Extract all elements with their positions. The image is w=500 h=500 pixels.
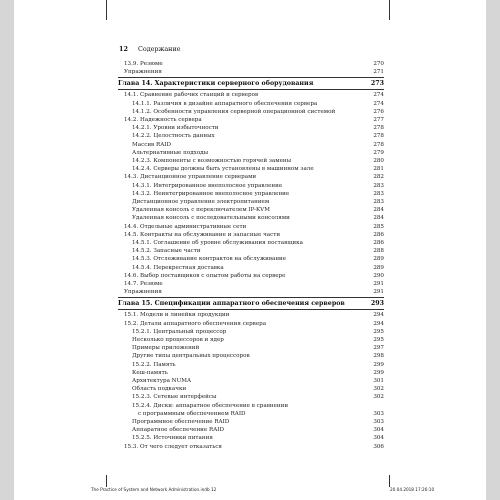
toc-entry-title: 15.2.4. Диски: аппаратное обеспечение в сравнении bbox=[132, 402, 289, 409]
toc-entry-title: Примеры приложений bbox=[132, 345, 200, 352]
toc-entry-page: 289 bbox=[373, 264, 384, 271]
toc-entry-page: 290 bbox=[373, 272, 384, 279]
toc-entry[interactable] bbox=[118, 426, 384, 434]
toc-entry-title: Программное обеспечение RAID bbox=[132, 419, 230, 425]
toc-entry-page: 295 bbox=[373, 337, 384, 343]
toc-entry-page: 278 bbox=[373, 141, 384, 148]
toc-entry-title: 13.9. Резюме bbox=[124, 61, 163, 67]
toc-entry-title: 14.5. Контракты на обслуживание и запасные части bbox=[124, 231, 281, 238]
toc-entry-title: 15.2. Детали аппаратного обеспечения сервера bbox=[124, 320, 267, 327]
toc-entry-page: 289 bbox=[373, 256, 384, 263]
toc-entry[interactable] bbox=[118, 385, 384, 393]
toc-entry[interactable] bbox=[118, 60, 384, 68]
toc-entry[interactable] bbox=[118, 402, 384, 410]
toc-chapter[interactable] bbox=[118, 299, 384, 309]
toc-entry-page: 281 bbox=[373, 166, 384, 173]
toc-entry-title: 14.5.4. Перекрестная доставка bbox=[132, 264, 224, 271]
toc-entry-title: 14.7. Резюме bbox=[124, 281, 163, 287]
toc-entry[interactable] bbox=[118, 165, 384, 173]
toc-entry-title: 14.1.1. Различия в дизайне аппаратного обеспечения сервера bbox=[132, 100, 318, 107]
toc-entry-title: 14.3. Дистанционное управление серверами bbox=[124, 174, 257, 181]
toc-entry[interactable] bbox=[118, 272, 384, 280]
toc-entry-title: Глава 15. Спецификации аппаратного обеспечения серверов bbox=[118, 300, 345, 308]
toc-entry-page: 294 bbox=[373, 312, 384, 319]
toc-entry-page: 274 bbox=[373, 100, 384, 107]
toc-entry-title: 14.1. Сравнение рабочих станций и серверов bbox=[124, 92, 259, 99]
toc-entry-page: 276 bbox=[373, 108, 384, 115]
toc-entry-page: 291 bbox=[373, 281, 384, 287]
toc-entry-title: 14.6. Выбор поставщиков с опытом работы на сервере bbox=[124, 272, 286, 279]
toc-entry-page: 302 bbox=[373, 386, 384, 393]
toc-entry-title: 14.2.2. Целостность данных bbox=[132, 133, 215, 140]
toc-entry[interactable] bbox=[118, 311, 384, 319]
toc-entry-title: 14.4. Отдельные административные сети bbox=[124, 223, 247, 230]
footer-date: 20.04.2018 17:26:10 bbox=[390, 487, 435, 492]
toc-entry-title: с программным обеспечением RAID bbox=[138, 410, 246, 417]
toc-entry-title: 14.3.1. Интегрированное внеполосное управление bbox=[132, 182, 283, 189]
toc-entry-page: 303 bbox=[373, 410, 384, 417]
toc-entry-page: 283 bbox=[373, 199, 384, 205]
toc-entry[interactable] bbox=[118, 132, 384, 140]
toc-entry-page: 278 bbox=[373, 125, 384, 132]
toc-entry-title: 14.1.2. Особенности управления серверной операционной системой bbox=[132, 108, 336, 115]
toc-entry[interactable] bbox=[118, 214, 384, 222]
toc-entry-page: 299 bbox=[373, 369, 384, 376]
footer-file: The Practice of System and Network Administration.indb 12 bbox=[91, 487, 217, 492]
toc-entry-page: 284 bbox=[373, 215, 384, 222]
chapter-rule bbox=[118, 89, 384, 90]
toc-entry[interactable] bbox=[118, 336, 384, 344]
toc-entry-page: 304 bbox=[373, 435, 384, 442]
toc-entry-page: 291 bbox=[373, 289, 384, 296]
toc-entry[interactable] bbox=[118, 393, 384, 401]
toc-entry-title: Упражнения bbox=[124, 289, 162, 296]
toc-entry[interactable] bbox=[118, 198, 384, 206]
toc-entry-title: 14.2.1. Уровни избыточности bbox=[132, 125, 219, 132]
toc-entry-title: Дистанционное управление электропитанием bbox=[132, 199, 270, 205]
toc-entry-page: 283 bbox=[373, 182, 384, 189]
toc-entry-page: 282 bbox=[373, 174, 384, 181]
toc-entry-title: 14.2.3. Компоненты с возможностью горячей замены bbox=[132, 158, 292, 164]
toc-entry-page: 273 bbox=[370, 80, 384, 88]
toc-entry-page: 295 bbox=[373, 328, 384, 335]
toc-entry[interactable] bbox=[118, 91, 384, 99]
toc-entry-page: 280 bbox=[373, 158, 384, 164]
toc-entry-page: 278 bbox=[373, 133, 384, 140]
toc-entry[interactable] bbox=[118, 434, 384, 442]
toc-entry-page: 277 bbox=[373, 117, 384, 123]
toc-entry-title: 14.5.1. Соглашение об уровне обслуживания поставщика bbox=[132, 240, 303, 246]
toc-entry-page: 284 bbox=[373, 207, 384, 214]
toc-entry-page: 274 bbox=[373, 92, 384, 99]
toc-entry-title: Аппаратное обеспечение RAID bbox=[132, 427, 224, 434]
toc-entry-page: 283 bbox=[373, 190, 384, 197]
toc-entry-title: 15.2.1. Центральный процессор bbox=[132, 328, 227, 335]
chapter-rule bbox=[118, 77, 384, 78]
toc-entry[interactable] bbox=[118, 206, 384, 214]
toc-entry-page: 286 bbox=[373, 231, 384, 238]
toc-entry[interactable] bbox=[118, 116, 384, 124]
page-number: 12 bbox=[119, 45, 128, 53]
toc-entry[interactable] bbox=[118, 443, 384, 451]
toc-entry-title: 15.2.3. Сетевые интерфейсы bbox=[132, 394, 217, 401]
toc-entry-page: 304 bbox=[373, 427, 384, 434]
toc-entry[interactable] bbox=[118, 369, 384, 377]
toc-chapter[interactable] bbox=[118, 79, 384, 89]
toc-entry[interactable] bbox=[118, 361, 384, 369]
toc-entry[interactable] bbox=[118, 344, 384, 352]
toc-entry-page: 286 bbox=[373, 240, 384, 246]
toc-entry-title: 14.3.2. Неинтегрированное внеполосное управление bbox=[132, 190, 290, 197]
chapter-rule bbox=[118, 297, 384, 298]
toc-entry-page: 279 bbox=[373, 149, 384, 156]
toc-entry-title: Глава 14. Характеристики серверного оборудования bbox=[118, 80, 314, 88]
toc-entry-title: Несколько процессоров и ядер bbox=[132, 337, 224, 343]
toc-entry[interactable] bbox=[118, 320, 384, 328]
toc-entry-title: Область подкачки bbox=[132, 386, 187, 393]
toc-entry[interactable] bbox=[118, 418, 384, 426]
toc-entry-title: 14.2. Надежность сервера bbox=[124, 117, 202, 123]
header-title: Содержание bbox=[137, 45, 181, 53]
toc-entry-title: Массив RAID bbox=[132, 141, 171, 148]
toc-entry-page: 298 bbox=[373, 353, 384, 360]
toc-entry[interactable] bbox=[118, 231, 384, 239]
toc-entry[interactable] bbox=[118, 410, 384, 418]
toc-entry[interactable] bbox=[118, 141, 384, 149]
toc-entry-page: 294 bbox=[373, 320, 384, 327]
toc-entry-title: 14.5.2. Запасные части bbox=[132, 248, 201, 255]
toc-entry[interactable] bbox=[118, 239, 384, 247]
toc-entry-page: 285 bbox=[373, 223, 384, 230]
toc-entry[interactable] bbox=[118, 124, 384, 132]
toc-entry[interactable] bbox=[118, 182, 384, 190]
toc-entry[interactable] bbox=[118, 149, 384, 157]
toc-entry[interactable] bbox=[118, 100, 384, 108]
toc-entry-page: 302 bbox=[373, 394, 384, 401]
toc-entry[interactable] bbox=[118, 328, 384, 336]
toc-entry-title: 15.2.5. Источники питания bbox=[132, 435, 213, 442]
toc-entry-page: 271 bbox=[373, 69, 384, 76]
toc-entry[interactable] bbox=[118, 173, 384, 181]
toc-entry-title: 14.5.3. Отслеживание контрактов на обслуживание bbox=[132, 256, 287, 263]
toc-entry[interactable] bbox=[118, 352, 384, 360]
print-footer bbox=[0, 487, 500, 497]
toc-entry[interactable] bbox=[118, 108, 384, 116]
toc-entry-title: 15.3. От чего следует отказаться bbox=[124, 443, 222, 450]
toc-entry[interactable] bbox=[118, 377, 384, 385]
toc-entry-title: Удаленная консоль с переключателем IP-KVM bbox=[132, 207, 270, 214]
toc-entry[interactable] bbox=[118, 264, 384, 272]
toc-entry[interactable] bbox=[118, 247, 384, 255]
toc-entry-title: 15.1. Модели и линейки продукции bbox=[124, 312, 230, 319]
toc-entry-page: 301 bbox=[373, 378, 384, 384]
toc-entry-title: Удаленная консоль с последовательными консолями bbox=[132, 215, 290, 222]
toc-entry-title: Другие типы центральных процессоров bbox=[132, 353, 250, 360]
toc-entry-title: 14.2.4. Серверы должны быть установлены в машинном зале bbox=[132, 166, 314, 173]
toc-entry-page: 288 bbox=[373, 248, 384, 255]
toc-entry-page: 299 bbox=[373, 361, 384, 368]
toc-entry[interactable] bbox=[118, 223, 384, 231]
toc-entry-title: Упражнения bbox=[124, 69, 162, 76]
toc-entry-title: Архитектура NUMA bbox=[132, 378, 192, 384]
toc-entry-page: 306 bbox=[373, 443, 384, 450]
toc-entry[interactable] bbox=[118, 255, 384, 263]
toc-entry-page: 303 bbox=[373, 419, 384, 425]
toc-entry[interactable] bbox=[118, 288, 384, 296]
toc-entry-title: Кеш-память bbox=[132, 369, 168, 376]
toc-entry[interactable] bbox=[118, 157, 384, 165]
toc-entry[interactable] bbox=[118, 68, 384, 76]
toc-entry[interactable] bbox=[118, 280, 384, 288]
toc-entry-page: 297 bbox=[373, 345, 384, 352]
toc-entry[interactable] bbox=[118, 190, 384, 198]
chapter-rule bbox=[118, 309, 384, 310]
toc-entry-title: Альтернативные подходы bbox=[132, 149, 209, 156]
toc-entry-title: 15.2.2. Память bbox=[132, 361, 176, 368]
toc-entry-page: 270 bbox=[373, 61, 384, 67]
toc-entry-page: 293 bbox=[370, 300, 384, 308]
